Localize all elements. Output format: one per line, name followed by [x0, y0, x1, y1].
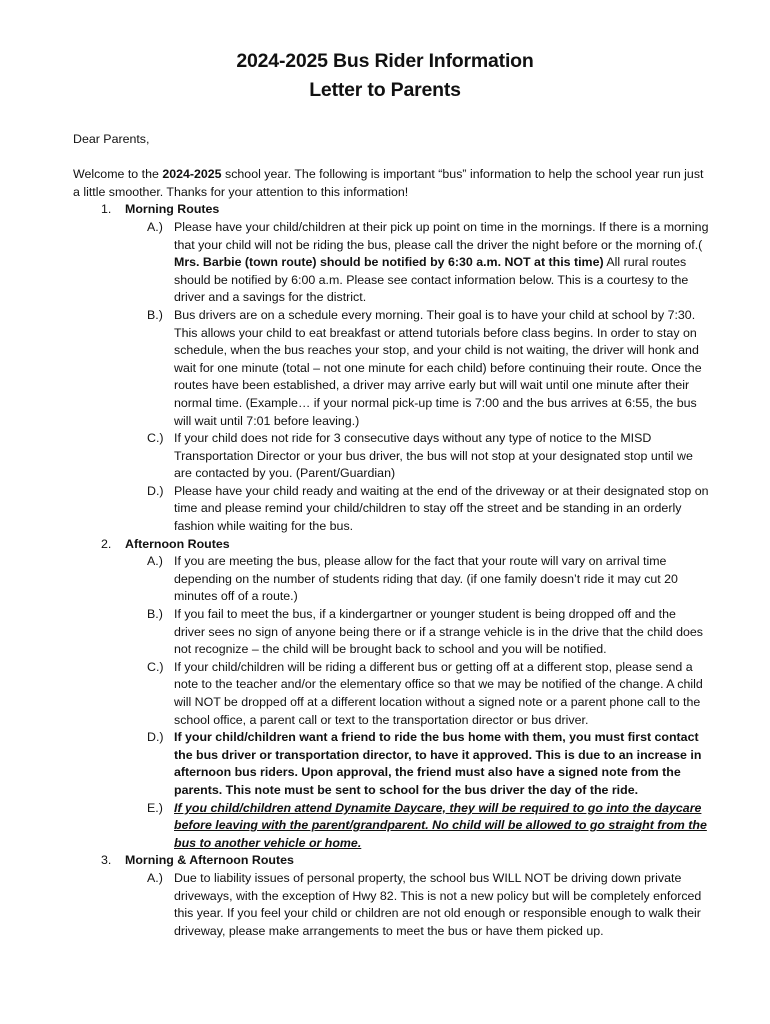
item-text-part: Please have your child/children at their pick up point on time in the mornings. If there is a morning that your child will not be riding the bus, please call the driver the night before or the morning of.(: [174, 219, 709, 252]
item-letter: C.): [147, 659, 164, 674]
item-text: [174, 870, 709, 940]
intro-paragraph: [73, 166, 709, 201]
item-letter: A.): [147, 554, 163, 569]
intro-before: Welcome to the: [73, 167, 163, 182]
list-item: [147, 307, 709, 430]
section-title: Afternoon Routes: [125, 536, 230, 551]
item-text: [174, 483, 709, 536]
section-title: Morning & Afternoon Routes: [125, 853, 294, 868]
item-letter: D.): [147, 730, 164, 745]
item-text-part: If you are meeting the bus, please allow for the fact that your route will vary on arrival time depending on the number of students riding that day. (if one family doesn’t ride it may cut 20 minutes off of a route.): [174, 554, 678, 604]
item-text: [174, 606, 709, 659]
item-letter: C.): [147, 431, 164, 446]
list-item: [147, 553, 709, 606]
section-number: 2.: [101, 536, 112, 551]
list-item: [147, 430, 709, 483]
list-item: [147, 483, 709, 536]
greeting: Dear Parents,: [73, 132, 150, 146]
list-item: [147, 606, 709, 659]
item-text-part: If your child does not ride for 3 consecutive days without any type of notice to the MISD Transportation Director or your bus driver, the bus will not stop at your designated stop until we are contacted by you. (Parent/Guardian): [174, 431, 693, 481]
intro-after: school year. The following is important “bus” information to help the school year run just a little smoother. Thanks for your attention to this information!: [73, 167, 704, 199]
section-heading: [73, 201, 709, 219]
letter-body: [73, 131, 709, 940]
item-text: [174, 659, 709, 729]
spacer: [73, 149, 709, 167]
item-text-part: Mrs. Barbie (town route) should be notified by 6:30 a.m. NOT at this time): [174, 255, 604, 270]
list-item: [147, 659, 709, 729]
item-text: [174, 219, 709, 307]
section-heading: [73, 852, 709, 870]
section-title: Morning Routes: [125, 202, 220, 217]
sections-list: [73, 201, 709, 940]
item-text: [174, 553, 709, 606]
item-text-part: Due to liability issues of personal property, the school bus WILL NOT be driving down private driveways, with the exception of Hwy 82. This is not a new policy but will be completely enforced this year. If you feel your child or children are not old enough or responsible enough to walk their driveway, please make arrangements to meet the bus or have them picked up.: [174, 870, 702, 938]
item-letter: B.): [147, 607, 163, 622]
item-letter: D.): [147, 483, 164, 498]
item-text: [174, 307, 709, 430]
section-number: 3.: [101, 853, 112, 868]
item-letter: A.): [147, 870, 163, 885]
list-item: [147, 219, 709, 307]
item-text-part: All rural routes should be notified by 6:00 a.m. Please see contact information below. This is a courtesy to the driver and a savings for the district.: [174, 255, 689, 305]
list-item: [147, 800, 709, 853]
item-text: [174, 800, 709, 853]
item-letter: A.): [147, 219, 163, 234]
item-text-part: If your child/children will be riding a different bus or getting off at a different stop, please send a note to the teacher and/or the elementary office so that we may be notified of the change. A child will NOT be dropped off at a different location without a signed note or a parent phone call to the school office, a parent call or text to the transportation director or bus driver.: [174, 659, 703, 727]
item-text-part: If your child/children want a friend to ride the bus home with them, you must first contact the bus driver or transportation director, to have it approved. This is due to an increase in afternoon bus riders. Upon approval, the friend must also have a signed note from the parents. This note must be sent to school for the bus driver the day of the ride.: [174, 730, 702, 797]
document-subtitle: Letter to Parents: [309, 79, 461, 101]
item-letter: E.): [147, 800, 163, 815]
item-text: [174, 430, 709, 483]
item-text-part: Bus drivers are on a schedule every morning. Their goal is to have your child at school by 7:30. This allows your child to eat breakfast or attend tutorials before class begins. In order to stay on schedule, when the bus reaches your stop, and your child is not waiting, the driver will honk and wait for one minute (total – not one minute for each child) before continuing their route. Once the routes have been established, a driver may arrive early but will wait until one minute after their normal time. (Example… if your normal pick-up time is 7:00 and the bus arrives at 6:55, the bus will wait until 7:01 before leaving.): [174, 307, 702, 428]
item-text-part: If you fail to meet the bus, if a kindergartner or younger student is being dropped off and the driver sees no sign of anyone being there or if a strange vehicle is in the drive that the child does not recognize – the child will be brought back to school and you will be notified.: [174, 607, 703, 657]
item-text-part: Please have your child ready and waiting at the end of the driveway or at their designated stop on time and please remind your child/children to stay off the street and be standing in an orderly fashion while waiting for the bus.: [174, 483, 709, 534]
intro-year: 2024-2025: [162, 167, 222, 182]
list-item: [147, 729, 709, 799]
section-number: 1.: [101, 202, 112, 217]
item-letter: B.): [147, 307, 163, 322]
list-item: [147, 870, 709, 940]
item-text: [174, 729, 709, 799]
document-title: 2024-2025 Bus Rider Information: [236, 50, 534, 72]
section-heading: [73, 536, 709, 554]
item-text-part: If you child/children attend Dynamite Daycare, they will be required to go into the daycare before leaving with the parent/grandparent. No child will be allowed to go straight from the bus to another vehicle or home.: [174, 800, 707, 850]
